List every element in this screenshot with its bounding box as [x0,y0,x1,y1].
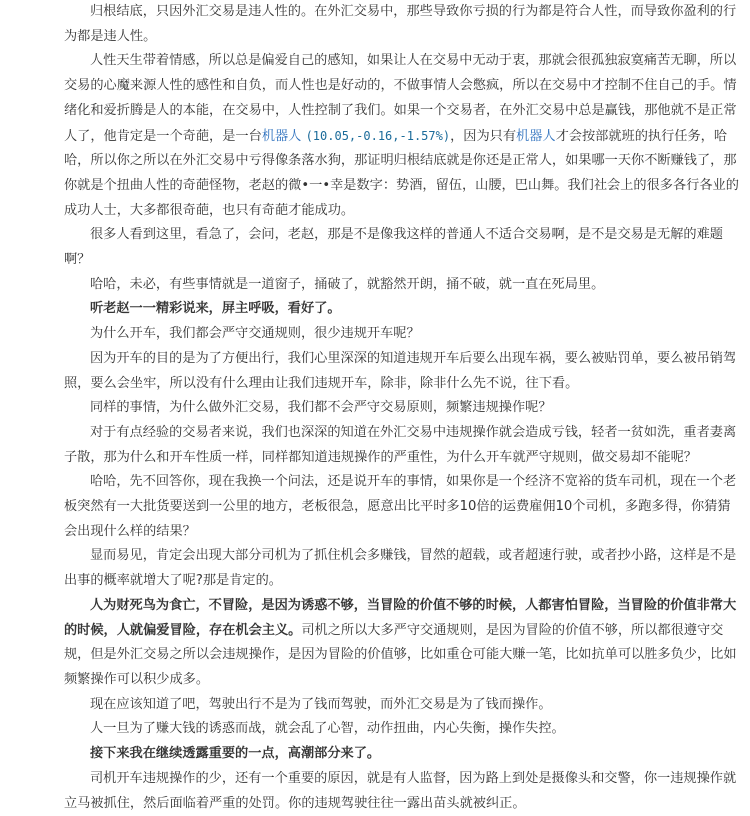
paragraph [64,49,740,223]
paragraph-text: 才会按部就班的执行任务，哈哈，所以你之所以在外汇交易中亏得像条落水狗，那证明归根结底就是你还是正常人，如果哪一天你不断赚钱了，那你就是个扭曲人性的奇葩怪物，老赵的微•一•幸是数字：势酒，留伍，山腰，巴山舞。我们社会上的很多各行各业的成功人士，大多都很奇葩，也只有奇葩才能成功。 [64,128,739,218]
paragraph: 人一旦为了赚大钱的诱惑而战，就会乱了心智，动作扭曲，内心失衡，操作失控。 [90,721,565,737]
paragraph: 显而易见，肯定会出现大部分司机为了抓住机会多赚钱，冒然的超载，或者超速行驶，或者抄小路，这样是不是出事的概率就增大了呢?那是肯定的。 [64,548,737,589]
robot-link[interactable]: 机器人 [261,128,302,144]
paragraph: 很多人看到这里，看急了，会问，老赵，那是不是像我这样的普通人不适合交易啊，是不是交易是无解的难题啊？ [64,227,723,268]
paragraph: 为什么开车，我们都会严守交通规则，很少违规开车呢？ [90,326,420,342]
paragraph: 归根结底，只因外汇交易是违人性的。在外汇交易中，那些导致你亏损的行为都是符合人性，而导致你盈利的行为都是违人性。 [64,4,737,44]
stock-quote[interactable]: (10.05,-0.16,-1.57%) [305,128,451,143]
robot-link-2[interactable]: 机器人 [516,128,556,144]
paragraph [64,594,740,693]
paragraph-text: 人性天生带着情感，所以总是偏爱自己的感知，如果让人在交易中无动于衷，那就会很孤独寂寞痛苦无聊，所以交易的心魔来源人性的感性和自负，而人性也是好动的，不做事情人会憋疯，所以在交易中才控制不住自己的手。情绪化和爱折腾是人的本能，在交易中，人性控制了我们。如果一个交易者，在外汇交易中总是赢钱，那他就不是正常人了，他肯定是一个奇葩，是一台 [64,53,737,144]
paragraph: 哈哈，先不回答你，现在我换一个问法，还是说开车的事情，如果你是一个经济不宽裕的货车司机，现在一个老板突然有一大批货要送到一公里的地方，老板很急，愿意出比平时多10倍的运费雇佣10个司机，多跑多得，你猜猜会出现什么样的结果？ [64,474,737,539]
bold-paragraph: 接下来我在继续透露重要的一点，高潮部分来了。 [90,746,381,762]
paragraph-text: ，因为只有 [450,128,517,144]
paragraph: 同样的事情，为什么做外汇交易，我们都不会严守交易原则，频繁违规操作呢？ [90,400,552,416]
bold-text: 人为财死鸟为食亡，不冒险，是因为诱惑不够，当冒险的价值不够的时候，人都害怕冒险，当冒险的价值非常大的时候，人就偏爱冒险，存在机会主义。 [64,597,737,638]
paragraph-text: 司机之所以大多严守交通规则，是因为冒险的价值不够，所以都很遵守交规，但是外汇交易之所以会违规操作，是因为冒险的价值够，比如重仓可能大赚一笔，比如抗单可以胜多负少，比如频繁操作可以积少成多。 [64,622,737,687]
paragraph: 现在应该知道了吧，驾驶出行不是为了钱而驾驶，而外汇交易是为了钱而操作。 [90,696,552,712]
paragraph: 司机开车违规操作的少，还有一个重要的原因，就是有人监督，因为路上到处是摄像头和交警，你一违规操作就立马被抓住，然后面临着严重的处罚。你的违规驾驶往往一露出苗头就被纠正。 [64,770,737,811]
bold-paragraph: 听老赵一一精彩说来，屏主呼吸，看好了。 [90,301,341,317]
paragraph: 因为开车的目的是为了方便出行，我们心里深深的知道违规开车后要么出现车祸，要么被贴罚单，要么被吊销驾照，要么会坐牢，所以没有什么理由让我们违规开车，除非，除非什么先不说，往下看。 [64,350,737,391]
paragraph: 对于有点经验的交易者来说，我们也深深的知道在外汇交易中违规操作就会造成亏钱，轻者一贫如洗，重者妻离子散，那为什么和开车性质一样，同样都知道违规操作的严重性，为什么开车就严守规则，做交易却不能呢？ [64,424,737,465]
paragraph: 哈哈，未必，有些事情就是一道窗子，捅破了，就豁然开朗，捅不破，就一直在死局里。 [90,276,605,292]
